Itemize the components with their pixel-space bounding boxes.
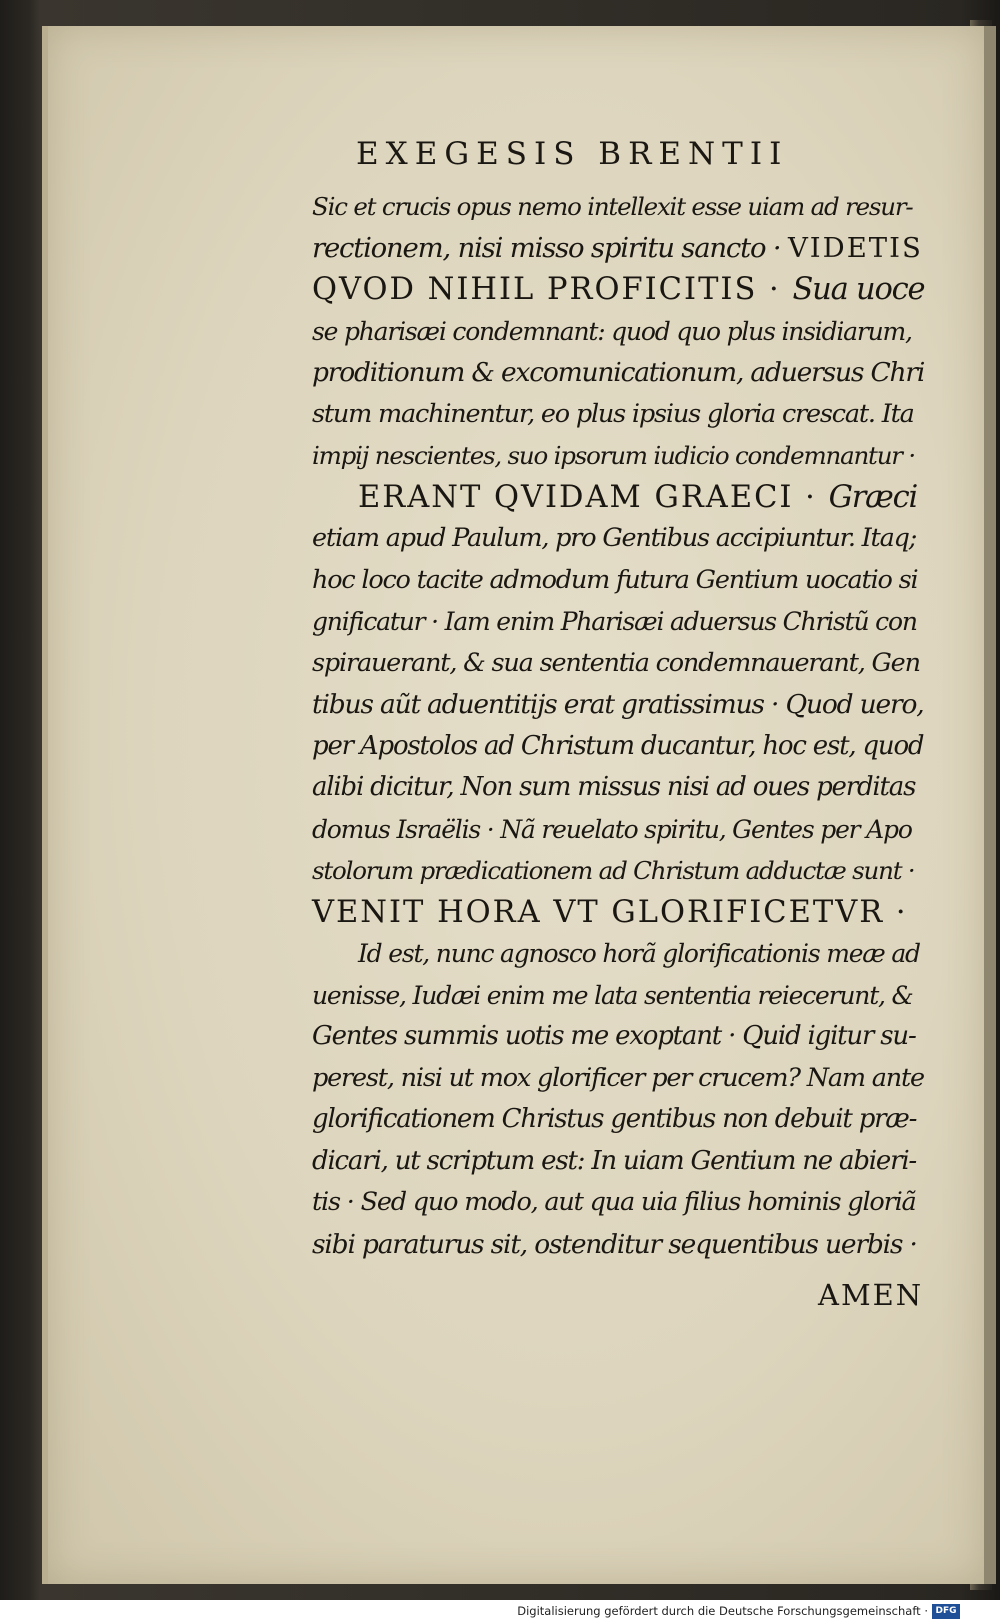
text-line <box>312 850 924 892</box>
text-line <box>312 726 924 768</box>
text-segment: tibus aũt aduentitijs erat gratissimus · Quod uero, <box>312 689 924 720</box>
text-line <box>312 311 924 353</box>
text-line <box>312 1058 924 1100</box>
text-line <box>312 394 924 436</box>
small-caps-lemma: VENIT HORA VT GLORIFICETVR · <box>312 894 908 930</box>
text-line <box>312 518 924 560</box>
text-line <box>312 269 924 311</box>
text-line <box>312 975 924 1017</box>
text-segment: Id est, nunc agnosco horã glorificationis meæ ad <box>358 939 920 968</box>
text-line <box>312 435 924 477</box>
text-segment: gnificatur · Iam enim Pharisæi aduersus Christũ con <box>312 607 917 636</box>
text-segment: impij nescientes, suo ipsorum iudicio condemnantur · <box>312 441 915 470</box>
text-segment: proditionum & excomunicationum, aduersus Chri <box>312 357 925 388</box>
dfg-logo-icon: DFG <box>932 1604 960 1619</box>
text-line <box>312 352 924 394</box>
text-segment: Sua uoce <box>792 272 925 307</box>
text-line <box>312 601 924 643</box>
catchword: AMEN <box>818 1278 924 1312</box>
text-line <box>312 892 924 934</box>
text-segment: glorificationem Christus gentibus non debuit præ- <box>312 1104 917 1134</box>
text-line <box>312 643 924 685</box>
text-segment: stum machinentur, eo plus ipsius gloria crescat. Ita <box>312 398 914 429</box>
small-caps-lemma: ERANT QVIDAM GRAECI · <box>358 479 829 515</box>
text-line <box>312 477 924 519</box>
text-line <box>312 1016 924 1058</box>
footer-bar <box>0 1600 1000 1624</box>
small-caps-lemma: VIDETIS <box>787 231 923 264</box>
text-segment: sibi paraturus sit, ostenditur sequentibus uerbis · <box>312 1228 917 1260</box>
body-text <box>312 186 924 1265</box>
text-line <box>312 767 924 809</box>
text-line <box>312 809 924 851</box>
text-line <box>312 1141 924 1183</box>
text-segment: domus Israëlis · Nã reuelato spiritu, Gentes per Apo <box>312 814 912 844</box>
text-segment: stolorum prædicationem ad Christum adductæ sunt · <box>312 856 915 885</box>
text-segment: dicari, ut scriptum est: In uiam Gentium ne abieri- <box>312 1145 917 1176</box>
text-line <box>312 1099 924 1141</box>
text-line <box>312 228 924 270</box>
text-segment: spirauerant, & sua sententia condemnauerant, Gen <box>312 647 920 678</box>
text-line <box>312 186 924 228</box>
text-segment: se pharisæi condemnant: quod quo plus insidiarum, <box>312 316 912 346</box>
text-line <box>312 1182 924 1224</box>
text-segment: alibi dicitur, Non sum missus nisi ad oues perditas <box>312 772 916 802</box>
text-segment: etiam apud Paulum, pro Gentibus accipiuntur. Itaq; <box>312 523 917 553</box>
text-line <box>312 1224 924 1266</box>
text-segment: tis · Sed quo modo, aut qua uia filius hominis gloriã <box>312 1187 916 1217</box>
text-segment: Sic et crucis opus nemo intellexit esse uiam ad resur- <box>312 192 913 221</box>
text-segment: uenisse, Iudæi enim me lata sententia reiecerunt, & <box>312 980 913 1010</box>
text-segment: hoc loco tacite admodum futura Gentium uocatio si <box>312 564 918 595</box>
small-caps-lemma: QVOD NIHIL PROFICITIS · <box>312 272 793 307</box>
text-line <box>312 560 924 602</box>
text-segment: per Apostolos ad Christum ducantur, hoc est, quod <box>312 730 924 761</box>
running-head: EXEGESIS BRENTII <box>356 136 789 172</box>
text-line <box>312 684 924 726</box>
text-segment: perest, nisi ut mox glorificer per crucem? Nam ante <box>312 1062 924 1093</box>
text-segment: Gentes summis uotis me exoptant · Quid igitur su- <box>312 1021 916 1051</box>
text-segment: rectionem, nisi misso spiritu sancto · <box>312 231 788 264</box>
text-segment: Græci <box>828 479 918 515</box>
text-line <box>312 933 924 975</box>
funding-notice: Digitalisierung gefördert durch die Deutsche Forschungsgemeinschaft · <box>517 1604 928 1618</box>
